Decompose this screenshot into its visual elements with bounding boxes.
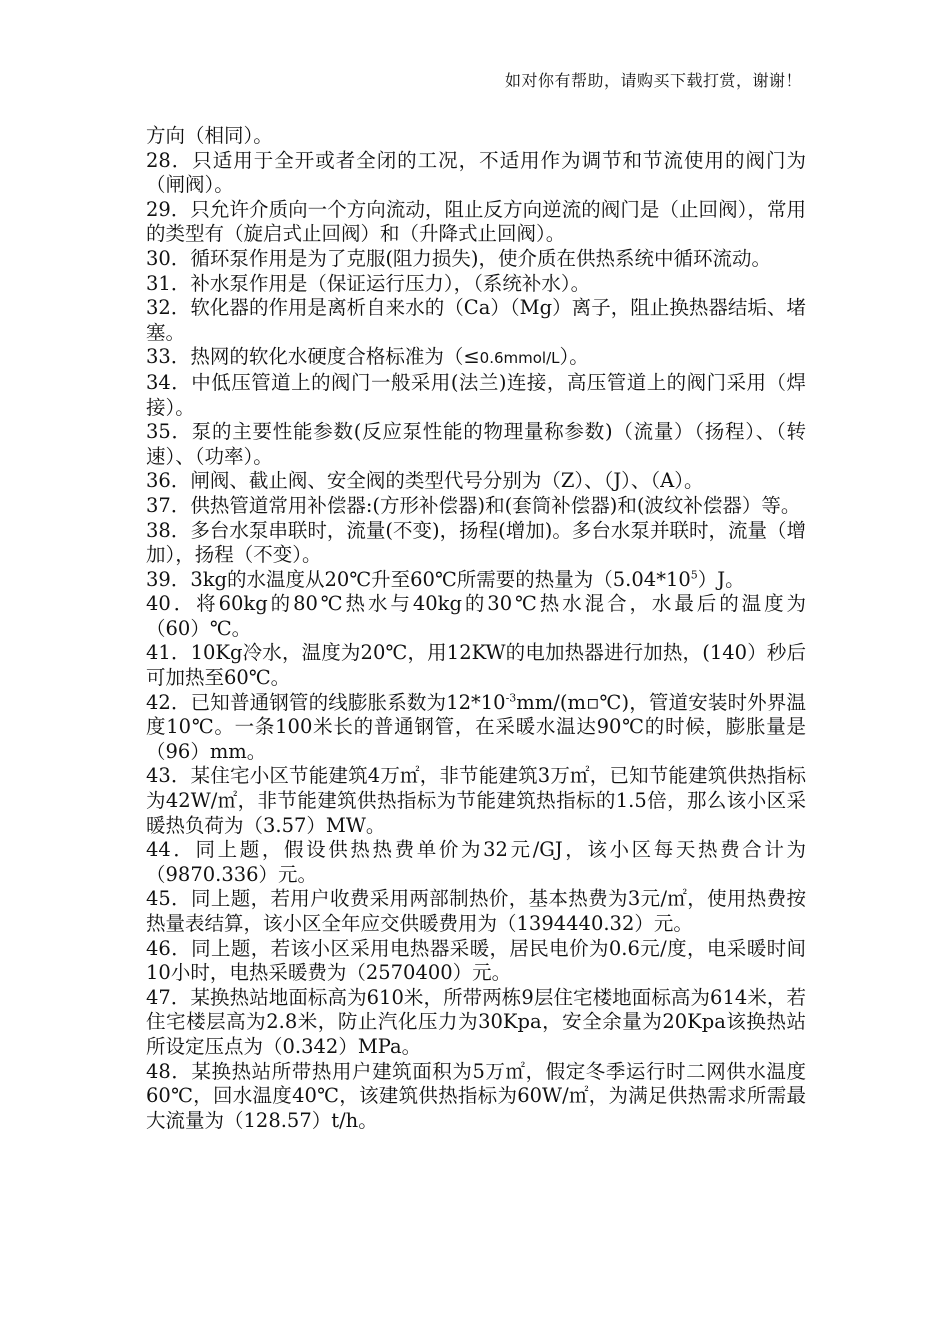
paragraph-36: 36．闸阀、截止阀、安全阀的类型代号分别为（Z）、（J）、（A）。: [146, 469, 704, 493]
paragraph-39-end: ）J。: [697, 567, 745, 591]
paragraph-38: 38．多台水泵串联时，流量(不变)，扬程(增加)。多台水泵并联时，流量（增加），扬程（不变）。: [146, 518, 806, 567]
paragraph-46: 46．同上题，若该小区采用电热器采暖，居民电价为0.6元/度，电采暖时间10小时，电热采暖费为（2570400）元。: [146, 936, 806, 985]
paragraph-41: 41．10Kg冷水，温度为20℃，用12KW的电加热器进行加热，(140）秒后可加热至60℃。: [146, 641, 806, 690]
paragraph-42-text: 42．已知普通钢管的线膨胀系数为12*10: [146, 690, 506, 714]
download-note: 如对你有帮助，请购买下载打赏，谢谢！: [504, 71, 802, 90]
paragraph-39: [146, 568, 806, 593]
paragraph-30: 30．循环泵作用是为了克服(阻力损失)，使介质在供热系统中循环流动。: [146, 246, 772, 270]
paragraph-45: 45．同上题，若用户收费采用两部制热价，基本热费为3元/㎡，使用热费按热量表结算，该小区全年应交供暖费用为（1394440.32）元。: [146, 887, 806, 935]
paragraph-31: 31．补水泵作用是（保证运行压力），（系统补水）。: [146, 271, 591, 295]
paragraph-47: 47．某换热站地面标高为610米，所带两栋9层住宅楼地面标高为614米，若住宅楼层高为2.8米，防止汽化压力为30Kpa，安全余量为20Kpa该换热站所设定压点为（0.342）MPa。: [146, 985, 806, 1058]
paragraph-39-text: 39．3kg的水温度从20℃升至60℃所需要的热量为（5.04*10: [146, 567, 691, 591]
paragraph-27-tail: 方向（相同）。: [146, 124, 273, 147]
paragraph-48: 48．某换热站所带热用户建筑面积为5万㎡，假定冬季运行时二网供水温度60℃，回水温度40℃，该建筑供热指标为60W/㎡，为满足供热需求所需最大流量为（128.57）t/h。: [146, 1059, 806, 1132]
paragraph-42-end: mm/(m▫℃)，管道安装时外界温度10℃。一条100米长的普通钢管，在采暖水温达90℃的时候，膨胀量是（96）mm。: [146, 690, 806, 763]
paragraph-28: 28．只适用于全开或者全闭的工况，不适用作为调节和节流使用的阀门为（闸阀）。: [146, 148, 806, 197]
paragraph-33-end: ）。: [559, 345, 589, 369]
paragraph-33: [146, 345, 806, 371]
paragraph-29: 29．只允许介质向一个方向流动，阻止反方向逆流的阀门是（止回阀），常用的类型有（旋启式止回阀）和（升降式止回阀）。: [146, 197, 806, 246]
paragraph-40: 40．将60kg的80℃热水与40kg的30℃热水混合，水最后的温度为（60）℃。: [146, 592, 806, 640]
exponent: -3: [505, 691, 517, 705]
paragraph-34: 34．中低压管道上的阀门一般采用(法兰)连接，高压管道上的阀门采用（焊接）。: [146, 370, 806, 419]
exponent: 5: [690, 568, 698, 582]
hardness-unit: 0.6mmol/L: [479, 349, 560, 368]
paragraph-35: 35．泵的主要性能参数(反应泵性能的物理量称参数)（流量）（扬程）、（转速）、（功率）。: [146, 420, 806, 468]
paragraph-32: 32．软化器的作用是离析自来水的（Ca）（Mg）离子，阻止换热器结垢、堵塞。: [146, 296, 806, 344]
paragraph-33-text: 33．热网的软化水硬度合格标准为（≤: [146, 345, 480, 369]
paragraph-44: 44．同上题，假设供热热费单价为32元/GJ，该小区每天热费合计为（9870.336）元。: [146, 838, 806, 886]
paragraph-43: 43．某住宅小区节能建筑4万㎡，非节能建筑3万㎡，已知节能建筑供热指标为42W/㎡，非节能建筑供热指标为节能建筑热指标的1.5倍，那么该小区采暖热负荷为（3.57）MW。: [146, 764, 806, 837]
paragraph-42: [146, 691, 806, 765]
paragraph-37: 37．供热管道常用补偿器:(方形补偿器)和(套筒补偿器)和(波纹补偿器）等。: [146, 493, 801, 517]
document-body: [146, 124, 806, 1133]
